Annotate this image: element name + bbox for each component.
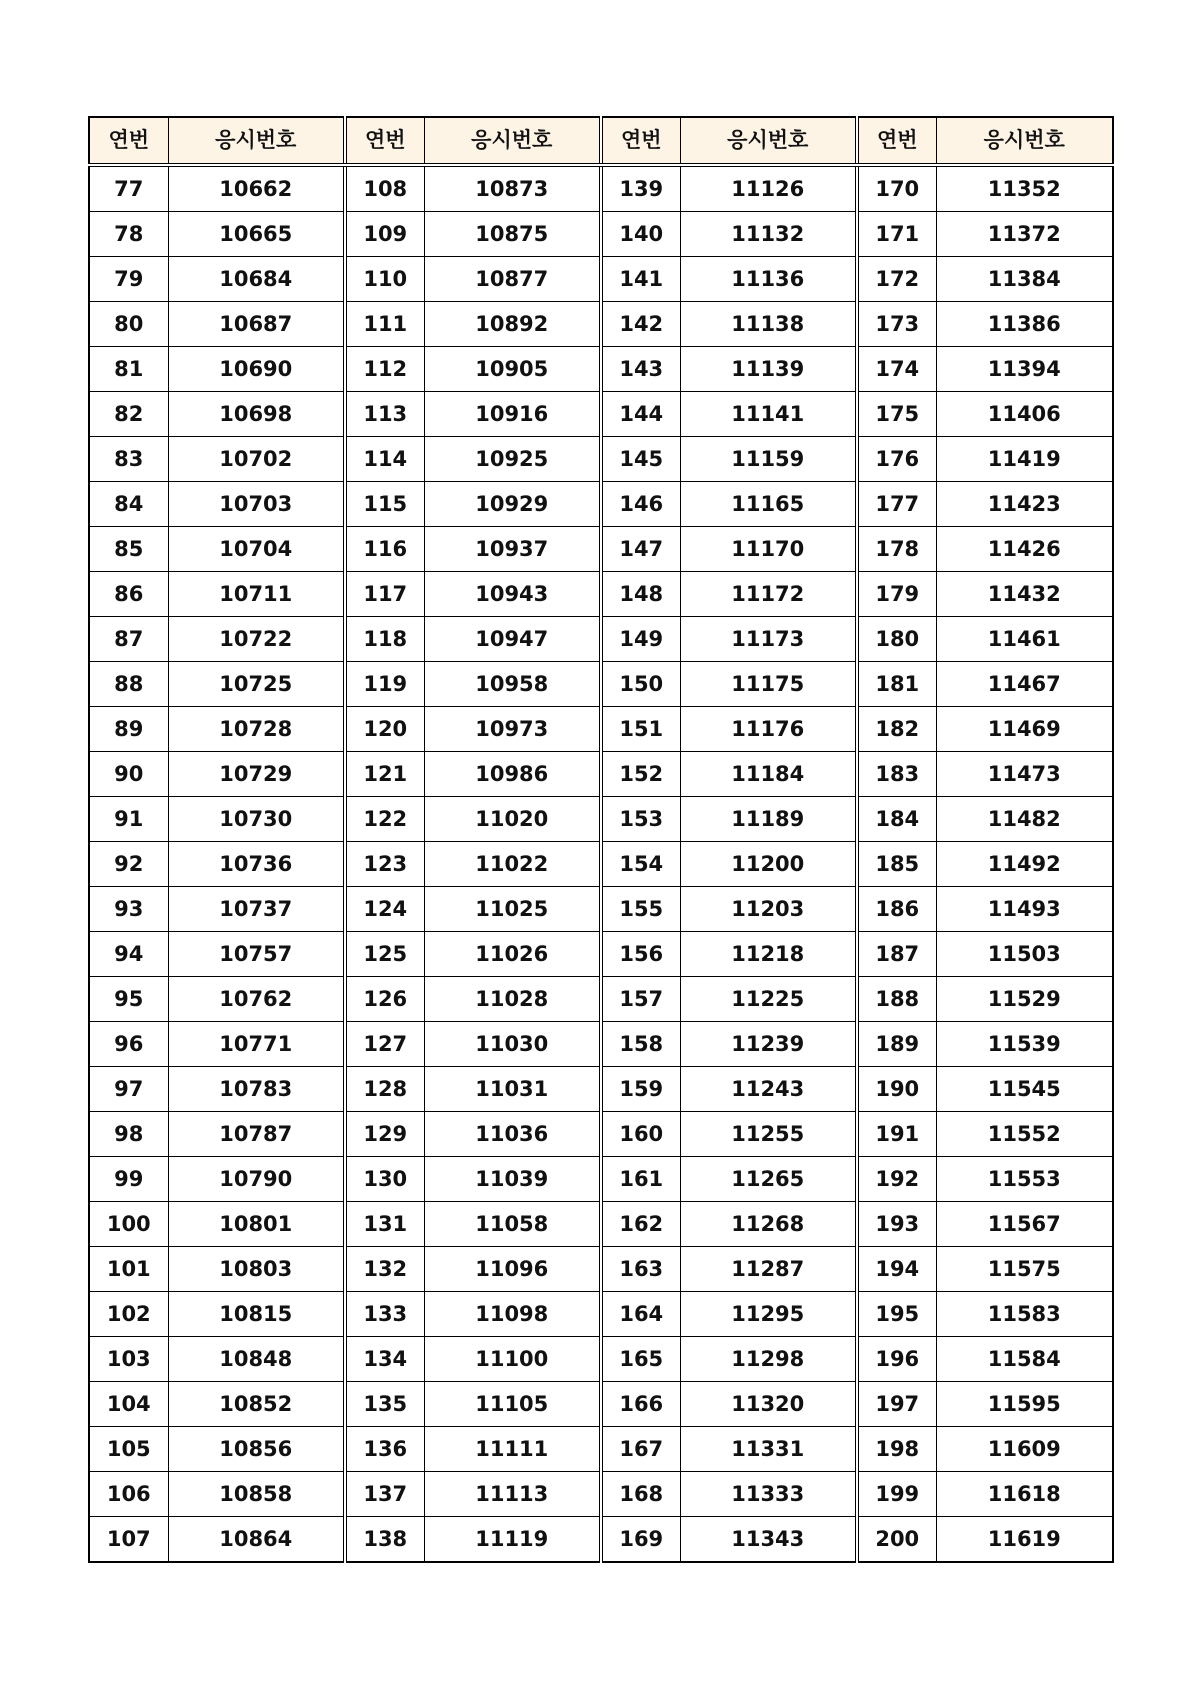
exam-number-cell: 10711 xyxy=(168,572,345,617)
serial-number-cell: 176 xyxy=(857,437,936,482)
header-serial-number: 연번 xyxy=(601,117,680,165)
exam-number-cell: 11575 xyxy=(936,1247,1113,1292)
table-row xyxy=(89,1247,1113,1292)
serial-number-cell: 184 xyxy=(857,797,936,842)
exam-number-cell: 11469 xyxy=(936,707,1113,752)
serial-number-cell: 148 xyxy=(601,572,680,617)
serial-number-cell: 134 xyxy=(345,1337,424,1382)
exam-number-cell: 11467 xyxy=(936,662,1113,707)
serial-number-cell: 87 xyxy=(89,617,168,662)
serial-number-cell: 138 xyxy=(345,1517,424,1563)
exam-number-cell: 11030 xyxy=(424,1022,601,1067)
exam-number-cell: 11268 xyxy=(680,1202,857,1247)
exam-number-cell: 11025 xyxy=(424,887,601,932)
exam-number-cell: 11320 xyxy=(680,1382,857,1427)
table-row xyxy=(89,1202,1113,1247)
table-row xyxy=(89,527,1113,572)
serial-number-cell: 78 xyxy=(89,212,168,257)
exam-number-cell: 11136 xyxy=(680,257,857,302)
exam-number-cell: 11553 xyxy=(936,1157,1113,1202)
table-row xyxy=(89,1472,1113,1517)
serial-number-cell: 159 xyxy=(601,1067,680,1112)
exam-number-cell: 11058 xyxy=(424,1202,601,1247)
exam-number-cell: 10665 xyxy=(168,212,345,257)
exam-number-cell: 11255 xyxy=(680,1112,857,1157)
exam-number-cell: 11432 xyxy=(936,572,1113,617)
exam-number-cell: 10873 xyxy=(424,165,601,212)
table-row xyxy=(89,1292,1113,1337)
serial-number-cell: 157 xyxy=(601,977,680,1022)
exam-number-cell: 11492 xyxy=(936,842,1113,887)
exam-number-cell: 10790 xyxy=(168,1157,345,1202)
exam-number-cell: 11394 xyxy=(936,347,1113,392)
table-row xyxy=(89,797,1113,842)
exam-number-cell: 11423 xyxy=(936,482,1113,527)
exam-number-cell: 10973 xyxy=(424,707,601,752)
table-body xyxy=(89,165,1113,1562)
exam-number-cell: 10925 xyxy=(424,437,601,482)
exam-number-cell: 11113 xyxy=(424,1472,601,1517)
exam-number-cell: 10728 xyxy=(168,707,345,752)
exam-number-cell: 11184 xyxy=(680,752,857,797)
serial-number-cell: 153 xyxy=(601,797,680,842)
serial-number-cell: 86 xyxy=(89,572,168,617)
serial-number-cell: 139 xyxy=(601,165,680,212)
exam-number-cell: 10958 xyxy=(424,662,601,707)
exam-number-cell: 11406 xyxy=(936,392,1113,437)
table-row xyxy=(89,482,1113,527)
serial-number-cell: 128 xyxy=(345,1067,424,1112)
serial-number-cell: 180 xyxy=(857,617,936,662)
exam-number-cell: 10937 xyxy=(424,527,601,572)
serial-number-cell: 161 xyxy=(601,1157,680,1202)
exam-number-cell: 11176 xyxy=(680,707,857,752)
exam-number-cell: 11609 xyxy=(936,1427,1113,1472)
serial-number-cell: 102 xyxy=(89,1292,168,1337)
serial-number-cell: 167 xyxy=(601,1427,680,1472)
exam-number-cell: 11170 xyxy=(680,527,857,572)
exam-number-cell: 11265 xyxy=(680,1157,857,1202)
serial-number-cell: 171 xyxy=(857,212,936,257)
serial-number-cell: 189 xyxy=(857,1022,936,1067)
table-row xyxy=(89,212,1113,257)
serial-number-cell: 108 xyxy=(345,165,424,212)
exam-number-cell: 10703 xyxy=(168,482,345,527)
serial-number-cell: 133 xyxy=(345,1292,424,1337)
serial-number-cell: 121 xyxy=(345,752,424,797)
exam-number-cell: 10702 xyxy=(168,437,345,482)
exam-number-cell: 10929 xyxy=(424,482,601,527)
serial-number-cell: 118 xyxy=(345,617,424,662)
header-serial-number: 연번 xyxy=(345,117,424,165)
table-row xyxy=(89,617,1113,662)
table-row xyxy=(89,437,1113,482)
exam-number-cell: 11583 xyxy=(936,1292,1113,1337)
exam-number-cell: 11218 xyxy=(680,932,857,977)
exam-number-cell: 11384 xyxy=(936,257,1113,302)
serial-number-cell: 185 xyxy=(857,842,936,887)
serial-number-cell: 104 xyxy=(89,1382,168,1427)
exam-number-cell: 10943 xyxy=(424,572,601,617)
exam-number-cell: 11132 xyxy=(680,212,857,257)
table-row xyxy=(89,932,1113,977)
serial-number-cell: 145 xyxy=(601,437,680,482)
serial-number-cell: 193 xyxy=(857,1202,936,1247)
exam-number-cell: 10737 xyxy=(168,887,345,932)
serial-number-cell: 120 xyxy=(345,707,424,752)
exam-number-cell: 11173 xyxy=(680,617,857,662)
exam-number-cell: 11028 xyxy=(424,977,601,1022)
exam-number-cell: 10704 xyxy=(168,527,345,572)
exam-number-cell: 11552 xyxy=(936,1112,1113,1157)
exam-number-cell: 10725 xyxy=(168,662,345,707)
serial-number-cell: 112 xyxy=(345,347,424,392)
exam-number-cell: 11165 xyxy=(680,482,857,527)
table-row xyxy=(89,1382,1113,1427)
exam-number-cell: 10875 xyxy=(424,212,601,257)
serial-number-cell: 147 xyxy=(601,527,680,572)
serial-number-cell: 99 xyxy=(89,1157,168,1202)
exam-number-cell: 11100 xyxy=(424,1337,601,1382)
exam-number-cell: 10687 xyxy=(168,302,345,347)
serial-number-cell: 172 xyxy=(857,257,936,302)
table-row xyxy=(89,662,1113,707)
serial-number-cell: 79 xyxy=(89,257,168,302)
serial-number-cell: 179 xyxy=(857,572,936,617)
exam-number-cell: 10736 xyxy=(168,842,345,887)
serial-number-cell: 194 xyxy=(857,1247,936,1292)
serial-number-cell: 135 xyxy=(345,1382,424,1427)
serial-number-cell: 131 xyxy=(345,1202,424,1247)
exam-number-cell: 10815 xyxy=(168,1292,345,1337)
exam-number-cell: 11419 xyxy=(936,437,1113,482)
serial-number-cell: 96 xyxy=(89,1022,168,1067)
table-row xyxy=(89,257,1113,302)
table-row xyxy=(89,165,1113,212)
table-row xyxy=(89,1022,1113,1067)
exam-number-cell: 11126 xyxy=(680,165,857,212)
serial-number-cell: 110 xyxy=(345,257,424,302)
serial-number-cell: 192 xyxy=(857,1157,936,1202)
serial-number-cell: 106 xyxy=(89,1472,168,1517)
serial-number-cell: 162 xyxy=(601,1202,680,1247)
serial-number-cell: 101 xyxy=(89,1247,168,1292)
serial-number-cell: 84 xyxy=(89,482,168,527)
exam-number-cell: 11105 xyxy=(424,1382,601,1427)
serial-number-cell: 143 xyxy=(601,347,680,392)
serial-number-cell: 168 xyxy=(601,1472,680,1517)
exam-number-cell: 11426 xyxy=(936,527,1113,572)
serial-number-cell: 169 xyxy=(601,1517,680,1563)
exam-number-cell: 10762 xyxy=(168,977,345,1022)
exam-number-cell: 10916 xyxy=(424,392,601,437)
exam-number-cell: 10783 xyxy=(168,1067,345,1112)
serial-number-cell: 188 xyxy=(857,977,936,1022)
serial-number-cell: 174 xyxy=(857,347,936,392)
exam-number-cell: 10757 xyxy=(168,932,345,977)
serial-number-cell: 150 xyxy=(601,662,680,707)
exam-number-cell: 11298 xyxy=(680,1337,857,1382)
serial-number-cell: 191 xyxy=(857,1112,936,1157)
exam-number-cell: 10856 xyxy=(168,1427,345,1472)
table-header xyxy=(89,117,1113,165)
serial-number-cell: 146 xyxy=(601,482,680,527)
table-row xyxy=(89,707,1113,752)
serial-number-cell: 94 xyxy=(89,932,168,977)
header-serial-number: 연번 xyxy=(89,117,168,165)
exam-number-cell: 10803 xyxy=(168,1247,345,1292)
exam-number-cell: 11287 xyxy=(680,1247,857,1292)
exam-number-cell: 11203 xyxy=(680,887,857,932)
serial-number-cell: 149 xyxy=(601,617,680,662)
serial-number-cell: 77 xyxy=(89,165,168,212)
table-row xyxy=(89,572,1113,617)
serial-number-cell: 130 xyxy=(345,1157,424,1202)
exam-number-cell: 10801 xyxy=(168,1202,345,1247)
serial-number-cell: 142 xyxy=(601,302,680,347)
table-row xyxy=(89,1517,1113,1563)
serial-number-cell: 181 xyxy=(857,662,936,707)
header-exam-number: 응시번호 xyxy=(168,117,345,165)
table-row xyxy=(89,842,1113,887)
exam-number-cell: 11225 xyxy=(680,977,857,1022)
exam-number-cell: 11545 xyxy=(936,1067,1113,1112)
table-row xyxy=(89,347,1113,392)
exam-number-cell: 11239 xyxy=(680,1022,857,1067)
serial-number-cell: 140 xyxy=(601,212,680,257)
exam-number-cell: 10771 xyxy=(168,1022,345,1067)
serial-number-cell: 200 xyxy=(857,1517,936,1563)
exam-number-cell: 11619 xyxy=(936,1517,1113,1563)
serial-number-cell: 132 xyxy=(345,1247,424,1292)
header-serial-number: 연번 xyxy=(857,117,936,165)
serial-number-cell: 198 xyxy=(857,1427,936,1472)
serial-number-cell: 114 xyxy=(345,437,424,482)
serial-number-cell: 117 xyxy=(345,572,424,617)
serial-number-cell: 197 xyxy=(857,1382,936,1427)
table-row xyxy=(89,1157,1113,1202)
serial-number-cell: 124 xyxy=(345,887,424,932)
serial-number-cell: 173 xyxy=(857,302,936,347)
serial-number-cell: 141 xyxy=(601,257,680,302)
serial-number-cell: 155 xyxy=(601,887,680,932)
exam-number-cell: 10787 xyxy=(168,1112,345,1157)
exam-number-cell: 10986 xyxy=(424,752,601,797)
exam-number-cell: 11020 xyxy=(424,797,601,842)
serial-number-cell: 81 xyxy=(89,347,168,392)
serial-number-cell: 89 xyxy=(89,707,168,752)
exam-number-cell: 11243 xyxy=(680,1067,857,1112)
serial-number-cell: 136 xyxy=(345,1427,424,1472)
exam-number-cell: 11503 xyxy=(936,932,1113,977)
exam-number-cell: 10729 xyxy=(168,752,345,797)
exam-number-cell: 11175 xyxy=(680,662,857,707)
serial-number-cell: 195 xyxy=(857,1292,936,1337)
serial-number-cell: 182 xyxy=(857,707,936,752)
exam-number-cell: 10684 xyxy=(168,257,345,302)
table-row xyxy=(89,1112,1113,1157)
exam-number-cell: 11189 xyxy=(680,797,857,842)
exam-number-cell: 11618 xyxy=(936,1472,1113,1517)
serial-number-cell: 103 xyxy=(89,1337,168,1382)
exam-number-cell: 10877 xyxy=(424,257,601,302)
exam-number-table xyxy=(88,116,1114,1563)
table-row xyxy=(89,977,1113,1022)
exam-number-cell: 11539 xyxy=(936,1022,1113,1067)
header-exam-number: 응시번호 xyxy=(936,117,1113,165)
serial-number-cell: 160 xyxy=(601,1112,680,1157)
serial-number-cell: 177 xyxy=(857,482,936,527)
exam-number-cell: 10698 xyxy=(168,392,345,437)
exam-number-cell: 10858 xyxy=(168,1472,345,1517)
exam-number-cell: 11138 xyxy=(680,302,857,347)
serial-number-cell: 83 xyxy=(89,437,168,482)
exam-number-cell: 10892 xyxy=(424,302,601,347)
serial-number-cell: 98 xyxy=(89,1112,168,1157)
serial-number-cell: 190 xyxy=(857,1067,936,1112)
serial-number-cell: 183 xyxy=(857,752,936,797)
serial-number-cell: 154 xyxy=(601,842,680,887)
exam-number-cell: 11584 xyxy=(936,1337,1113,1382)
exam-number-cell: 11331 xyxy=(680,1427,857,1472)
exam-number-cell: 10690 xyxy=(168,347,345,392)
table-row xyxy=(89,887,1113,932)
header-row xyxy=(89,117,1113,165)
serial-number-cell: 129 xyxy=(345,1112,424,1157)
serial-number-cell: 90 xyxy=(89,752,168,797)
exam-number-cell: 10722 xyxy=(168,617,345,662)
header-exam-number: 응시번호 xyxy=(424,117,601,165)
exam-number-cell: 11200 xyxy=(680,842,857,887)
serial-number-cell: 178 xyxy=(857,527,936,572)
serial-number-cell: 111 xyxy=(345,302,424,347)
exam-number-cell: 11026 xyxy=(424,932,601,977)
serial-number-cell: 91 xyxy=(89,797,168,842)
serial-number-cell: 152 xyxy=(601,752,680,797)
exam-number-cell: 11039 xyxy=(424,1157,601,1202)
serial-number-cell: 164 xyxy=(601,1292,680,1337)
header-exam-number: 응시번호 xyxy=(680,117,857,165)
exam-number-cell: 11295 xyxy=(680,1292,857,1337)
serial-number-cell: 166 xyxy=(601,1382,680,1427)
serial-number-cell: 158 xyxy=(601,1022,680,1067)
roster-table-container xyxy=(88,116,1112,1563)
serial-number-cell: 105 xyxy=(89,1427,168,1472)
serial-number-cell: 113 xyxy=(345,392,424,437)
serial-number-cell: 88 xyxy=(89,662,168,707)
table-row xyxy=(89,1427,1113,1472)
serial-number-cell: 137 xyxy=(345,1472,424,1517)
exam-number-cell: 11493 xyxy=(936,887,1113,932)
exam-number-cell: 11031 xyxy=(424,1067,601,1112)
exam-number-cell: 11096 xyxy=(424,1247,601,1292)
exam-number-cell: 10730 xyxy=(168,797,345,842)
serial-number-cell: 165 xyxy=(601,1337,680,1382)
exam-number-cell: 11567 xyxy=(936,1202,1113,1247)
serial-number-cell: 119 xyxy=(345,662,424,707)
serial-number-cell: 80 xyxy=(89,302,168,347)
exam-number-cell: 11172 xyxy=(680,572,857,617)
exam-number-cell: 11473 xyxy=(936,752,1113,797)
table-row xyxy=(89,302,1113,347)
serial-number-cell: 163 xyxy=(601,1247,680,1292)
exam-number-cell: 10662 xyxy=(168,165,345,212)
serial-number-cell: 156 xyxy=(601,932,680,977)
serial-number-cell: 85 xyxy=(89,527,168,572)
exam-number-cell: 11352 xyxy=(936,165,1113,212)
serial-number-cell: 100 xyxy=(89,1202,168,1247)
exam-number-cell: 11141 xyxy=(680,392,857,437)
exam-number-cell: 10947 xyxy=(424,617,601,662)
exam-number-cell: 11372 xyxy=(936,212,1113,257)
table-row xyxy=(89,392,1113,437)
exam-number-cell: 11139 xyxy=(680,347,857,392)
serial-number-cell: 170 xyxy=(857,165,936,212)
serial-number-cell: 127 xyxy=(345,1022,424,1067)
exam-number-cell: 11159 xyxy=(680,437,857,482)
exam-number-cell: 11022 xyxy=(424,842,601,887)
table-row xyxy=(89,1337,1113,1382)
serial-number-cell: 125 xyxy=(345,932,424,977)
serial-number-cell: 186 xyxy=(857,887,936,932)
exam-number-cell: 11098 xyxy=(424,1292,601,1337)
serial-number-cell: 97 xyxy=(89,1067,168,1112)
serial-number-cell: 116 xyxy=(345,527,424,572)
serial-number-cell: 93 xyxy=(89,887,168,932)
exam-number-cell: 11333 xyxy=(680,1472,857,1517)
exam-number-cell: 11036 xyxy=(424,1112,601,1157)
exam-number-cell: 11386 xyxy=(936,302,1113,347)
serial-number-cell: 196 xyxy=(857,1337,936,1382)
serial-number-cell: 92 xyxy=(89,842,168,887)
exam-number-cell: 10864 xyxy=(168,1517,345,1563)
exam-number-cell: 10848 xyxy=(168,1337,345,1382)
serial-number-cell: 123 xyxy=(345,842,424,887)
serial-number-cell: 126 xyxy=(345,977,424,1022)
exam-number-cell: 11343 xyxy=(680,1517,857,1563)
exam-number-cell: 10852 xyxy=(168,1382,345,1427)
serial-number-cell: 199 xyxy=(857,1472,936,1517)
serial-number-cell: 107 xyxy=(89,1517,168,1563)
exam-number-cell: 11482 xyxy=(936,797,1113,842)
table-row xyxy=(89,752,1113,797)
serial-number-cell: 144 xyxy=(601,392,680,437)
serial-number-cell: 151 xyxy=(601,707,680,752)
table-row xyxy=(89,1067,1113,1112)
exam-number-cell: 10905 xyxy=(424,347,601,392)
exam-number-cell: 11111 xyxy=(424,1427,601,1472)
exam-number-cell: 11595 xyxy=(936,1382,1113,1427)
exam-number-cell: 11529 xyxy=(936,977,1113,1022)
serial-number-cell: 82 xyxy=(89,392,168,437)
serial-number-cell: 95 xyxy=(89,977,168,1022)
serial-number-cell: 122 xyxy=(345,797,424,842)
serial-number-cell: 175 xyxy=(857,392,936,437)
serial-number-cell: 109 xyxy=(345,212,424,257)
serial-number-cell: 115 xyxy=(345,482,424,527)
exam-number-cell: 11119 xyxy=(424,1517,601,1563)
exam-number-cell: 11461 xyxy=(936,617,1113,662)
serial-number-cell: 187 xyxy=(857,932,936,977)
